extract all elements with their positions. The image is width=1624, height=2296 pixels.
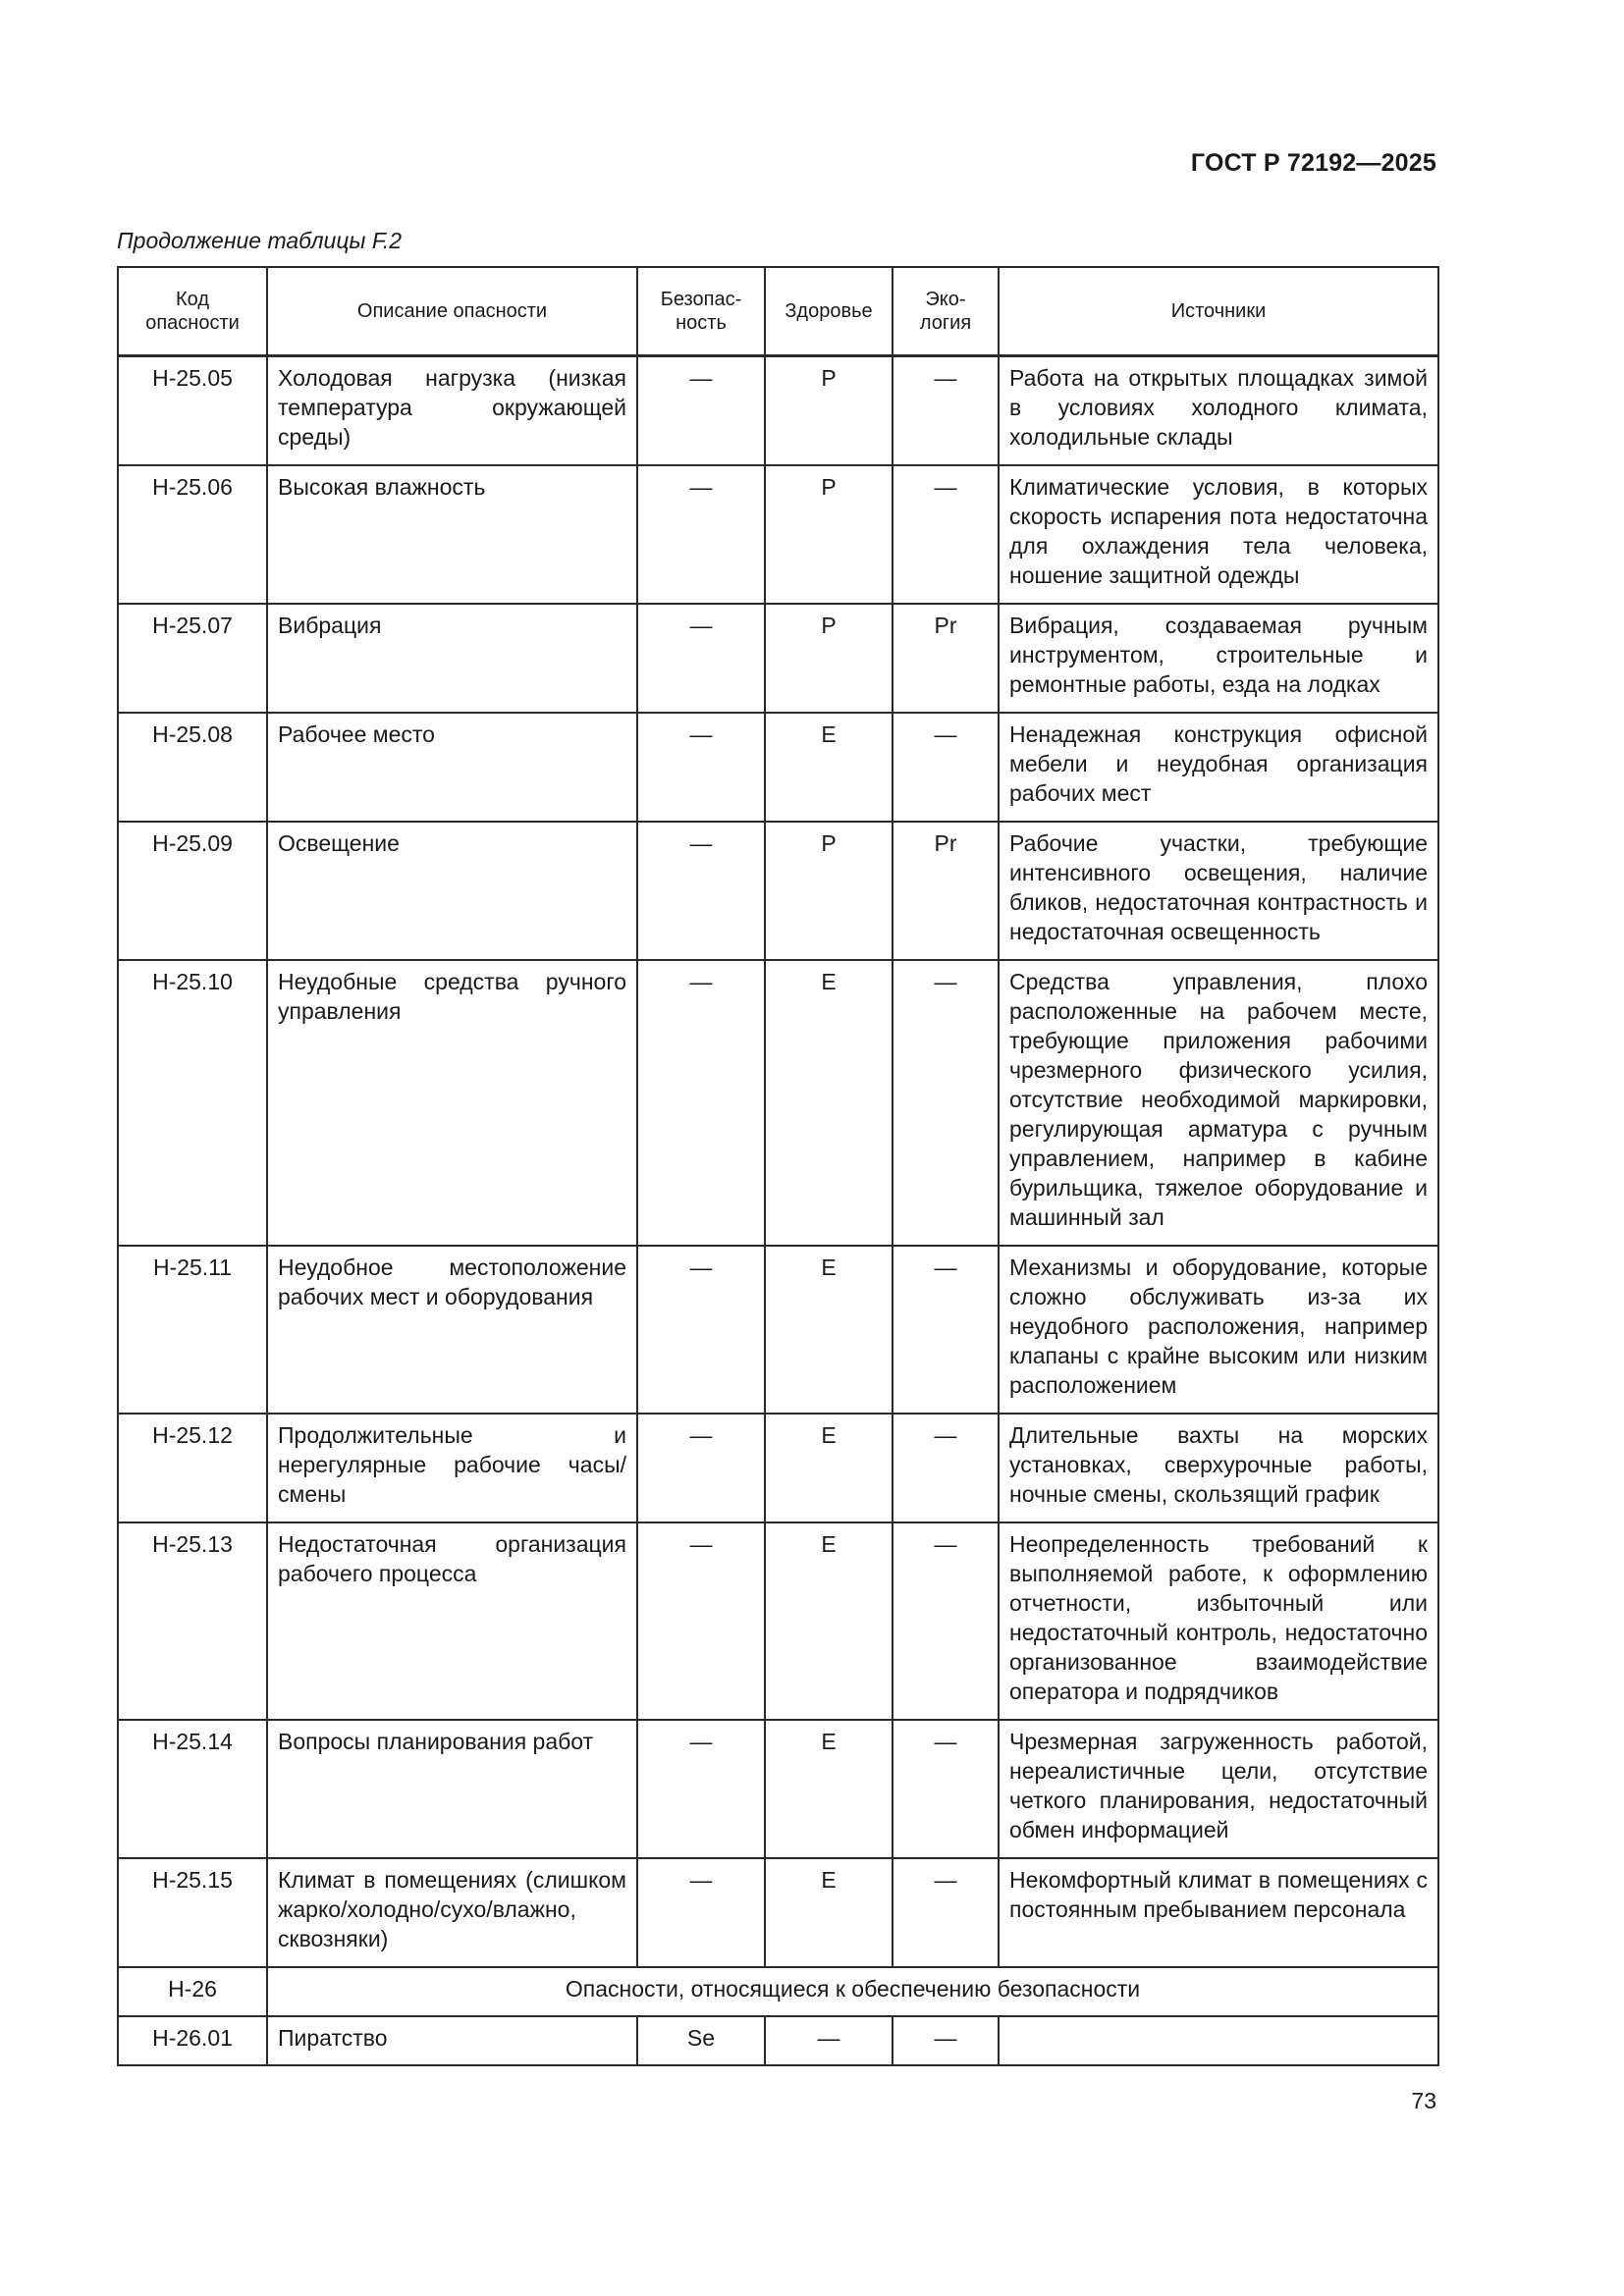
hazard-description: Освещение: [267, 822, 637, 960]
health-mark: E: [765, 1858, 893, 1967]
hazard-sources: Климатические условия, в которых скорость испарения пота недостаточна для охлаждения тела человека, ношение защитной одежды: [999, 465, 1438, 604]
hazard-code: H-25.15: [118, 1858, 267, 1967]
health-mark: E: [765, 1522, 893, 1720]
safety-mark: —: [637, 1858, 765, 1967]
hazard-description: Холодовая нагрузка (низкая температура окружающей среды): [267, 356, 637, 465]
table-row: [118, 1858, 1438, 1967]
table-row: [118, 1720, 1438, 1858]
hazard-sources: Механизмы и оборудование, которые сложно обслуживать из-за их неудобного расположения, например клапаны с крайне высоким или низким расположением: [999, 1246, 1438, 1414]
hazard-sources: Ненадежная конструкция офисной мебели и неудобная организация рабочих мест: [999, 713, 1438, 822]
table-row: [118, 1522, 1438, 1720]
hazard-code: H-26.01: [118, 2016, 267, 2065]
ecology-mark: —: [893, 1522, 999, 1720]
safety-mark: —: [637, 822, 765, 960]
safety-mark: —: [637, 713, 765, 822]
table-row: [118, 713, 1438, 822]
ecology-mark: Pr: [893, 822, 999, 960]
ecology-mark: —: [893, 1246, 999, 1414]
hazard-description: Вопросы планирования работ: [267, 1720, 637, 1858]
ecology-mark: —: [893, 465, 999, 604]
safety-mark: Se: [637, 2016, 765, 2065]
ecology-mark: —: [893, 1414, 999, 1522]
safety-mark: —: [637, 465, 765, 604]
document-id: ГОСТ Р 72192—2025: [1190, 149, 1436, 177]
col-header-health: Здоровье: [765, 267, 893, 356]
hazard-code: H-25.10: [118, 960, 267, 1246]
hazard-code: H-25.09: [118, 822, 267, 960]
health-mark: P: [765, 465, 893, 604]
hazard-code: H-25.11: [118, 1246, 267, 1414]
hazard-description: Рабочее место: [267, 713, 637, 822]
group-code: H-26: [118, 1967, 267, 2016]
hazard-description: Высокая влажность: [267, 465, 637, 604]
ecology-mark: —: [893, 1858, 999, 1967]
hazard-sources: Вибрация, создаваемая ручным инструментом, строительные и ремонтные работы, езда на лодках: [999, 604, 1438, 713]
hazard-code: H-25.06: [118, 465, 267, 604]
ecology-mark: —: [893, 1720, 999, 1858]
hazard-code: H-25.08: [118, 713, 267, 822]
table-row: [118, 2016, 1438, 2065]
hazard-description: Климат в помещениях (слишком жарко/холодно/сухо/влажно, сквозняки): [267, 1858, 637, 1967]
safety-mark: —: [637, 1414, 765, 1522]
safety-mark: —: [637, 604, 765, 713]
hazard-description: Неудобные средства ручного управления: [267, 960, 637, 1246]
hazard-code: H-25.07: [118, 604, 267, 713]
safety-mark: —: [637, 960, 765, 1246]
hazard-sources: Длительные вахты на морских установках, сверхурочные работы, ночные смены, скользящий график: [999, 1414, 1438, 1522]
hazard-sources: Работа на открытых площадках зимой в условиях холодного климата, холодильные склады: [999, 356, 1438, 465]
health-mark: P: [765, 822, 893, 960]
health-mark: E: [765, 1720, 893, 1858]
hazard-description: Вибрация: [267, 604, 637, 713]
hazard-code: H-25.13: [118, 1522, 267, 1720]
col-header-ecology: Эко- логия: [893, 267, 999, 356]
table-row: [118, 1414, 1438, 1522]
hazard-description: Недостаточная организация рабочего процесса: [267, 1522, 637, 1720]
table-caption: Продолжение таблицы F.2: [117, 228, 403, 253]
hazard-sources: Средства управления, плохо расположенные на рабочем месте, требующие приложения рабочими чрезмерного физического усилия, отсутствие необходимой маркировки, регулирующая арматура с ручным управлением, например в кабине бурильщика, тяжелое оборудование и машинный зал: [999, 960, 1438, 1246]
safety-mark: —: [637, 1522, 765, 1720]
group-title: Опасности, относящиеся к обеспечению безопасности: [267, 1967, 1438, 2016]
page-number: 73: [1411, 2088, 1436, 2113]
ecology-mark: —: [893, 960, 999, 1246]
hazard-description: Пиратство: [267, 2016, 637, 2065]
hazard-description: Неудобное местоположение рабочих мест и оборудования: [267, 1246, 637, 1414]
table-row: [118, 960, 1438, 1246]
safety-mark: —: [637, 1720, 765, 1858]
health-mark: —: [765, 2016, 893, 2065]
health-mark: P: [765, 356, 893, 465]
hazard-table: [117, 266, 1439, 2066]
hazard-sources: Неопределенность требований к выполняемой работе, к оформлению отчетности, избыточный или недостаточный контроль, недостаточно организованное взаимодействие оператора и подрядчиков: [999, 1522, 1438, 1720]
hazard-code: H-25.05: [118, 356, 267, 465]
health-mark: P: [765, 604, 893, 713]
table-header-row: [118, 267, 1438, 356]
hazard-description: Продолжительные и нерегулярные рабочие часы/смены: [267, 1414, 637, 1522]
hazard-sources: [999, 2016, 1438, 2065]
health-mark: E: [765, 1246, 893, 1414]
col-header-safety: Безопас- ность: [637, 267, 765, 356]
health-mark: E: [765, 1414, 893, 1522]
ecology-mark: Pr: [893, 604, 999, 713]
col-header-description: Описание опасности: [267, 267, 637, 356]
ecology-mark: —: [893, 356, 999, 465]
table-row: [118, 822, 1438, 960]
ecology-mark: —: [893, 2016, 999, 2065]
health-mark: E: [765, 713, 893, 822]
safety-mark: —: [637, 1246, 765, 1414]
col-header-sources: Источники: [999, 267, 1438, 356]
safety-mark: —: [637, 356, 765, 465]
table-row: [118, 356, 1438, 465]
health-mark: E: [765, 960, 893, 1246]
col-header-code: Код опасности: [118, 267, 267, 356]
ecology-mark: —: [893, 713, 999, 822]
hazard-code: H-25.14: [118, 1720, 267, 1858]
hazard-code: H-25.12: [118, 1414, 267, 1522]
hazard-sources: Некомфортный климат в помещениях с постоянным пребыванием персонала: [999, 1858, 1438, 1967]
table-row: [118, 604, 1438, 713]
hazard-sources: Рабочие участки, требующие интенсивного освещения, наличие бликов, недостаточная контрастность и недостаточная освещенность: [999, 822, 1438, 960]
table-row: [118, 465, 1438, 604]
group-row: [118, 1967, 1438, 2016]
table-row: [118, 1246, 1438, 1414]
hazard-sources: Чрезмерная загруженность работой, нереалистичные цели, отсутствие четкого планирования, недостаточный обмен информацией: [999, 1720, 1438, 1858]
